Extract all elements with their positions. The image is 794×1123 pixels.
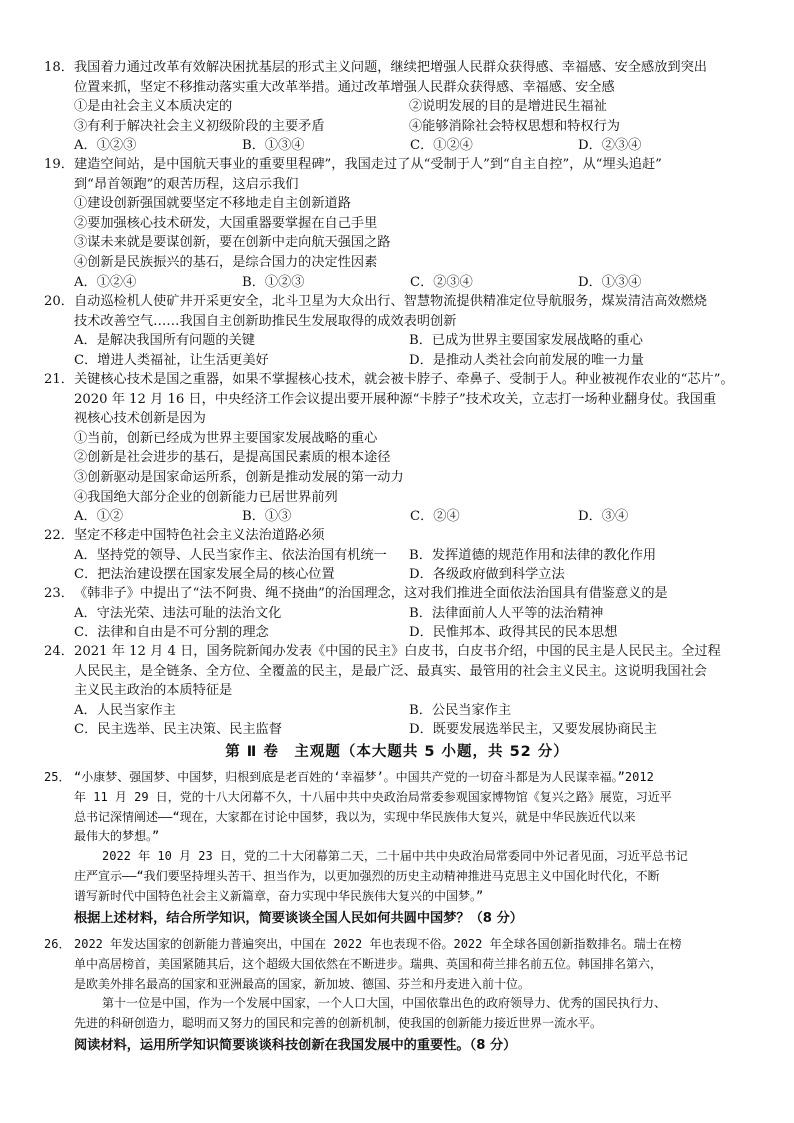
question-number: 19．	[44, 157, 74, 172]
question-stem-line: 建造空间站，是中国航天事业的重要里程碑”，我国走过了从“受制于人”到“自主自控”，从“埋头追赶”	[74, 157, 662, 172]
question-20	[44, 292, 774, 370]
material-line: 最伟大的梦想。”	[74, 829, 160, 844]
option-d: D．是推动人类社会向前发展的唯一力量	[409, 352, 644, 368]
statement: ④创新是民族振兴的基石，是综合国力的决定性因素	[74, 254, 378, 270]
option-c: C．②④	[410, 509, 460, 525]
question-task: 阅读材料，运用所学知识简要谈谈科技创新在我国发展中的重要性。（8 分）	[74, 1037, 517, 1053]
material-line: 单中高居榜首，美国紧随其后，这个超级大国依然在不断进步。瑞典、英国和荷兰排名前五位。韩国排名第六，	[74, 956, 663, 971]
material-line: 总书记深情阐述——“现在，大家都在讨论中国梦，我以为，实现中华民族伟大复兴，就是中华民族近代以来	[74, 809, 636, 824]
statement: ③谋未来就是要谋创新，要在创新中走向航天强国之路	[74, 235, 391, 251]
question-stem-line: 我国着力通过改革有效解决困扰基层的形式主义问题，继续把增强人民群众获得感、幸福感、安全感放到突出	[74, 60, 707, 75]
statement: ④能够消除社会特权思想和特权行为	[409, 118, 620, 134]
material-line: “小康梦、强国梦、中国梦，归根到底是老百姓的‘幸福梦’。中国共产党的一切奋斗都是为人民谋幸福。”2012	[74, 770, 654, 784]
statement: ②要加强核心技术研发，大国重器要掌握在自己手里	[74, 215, 378, 231]
question-stem-line: 位置来抓，坚定不移推动落实重大改革举措。通过改革增强人民群众获得感、幸福感、安全感	[74, 79, 615, 95]
statement: ①当前，创新已经成为世界主要国家发展战略的重心	[74, 430, 378, 446]
material-line: 谱写新时代中国特色社会主义新篇章，奋力实现中华民族伟大复兴的中国梦。”	[74, 888, 484, 903]
material-line: 先进的科研创造力，聪明而又努力的国民和完善的创新机制，使我国的创新能力接近世界一流水平。	[74, 1016, 603, 1031]
question-stem-line: 坚定不移走中国特色社会主义法治道路必须	[74, 528, 325, 543]
section-title: 第 Ⅱ 卷 主观题（本大题共 5 小题，共 52 分）	[225, 744, 569, 760]
option-b: B．①②③	[242, 274, 305, 290]
option-a: A．①②③	[74, 138, 137, 154]
option-d: D．②③④	[578, 138, 642, 154]
question-stem-line: 视核心技术创新是因为	[74, 411, 206, 427]
question-number: 22．	[44, 528, 74, 543]
option-c: C．法律和自由是不可分割的理念	[74, 625, 269, 641]
option-a: A．守法光荣、违法可耻的法治文化	[74, 605, 282, 621]
question-number: 26．	[44, 937, 71, 951]
material-line: 第十一位是中国，作为一个发展中国家，一个人口大国，中国依靠出色的政府领导力、优秀的国民执行力、	[102, 996, 667, 1011]
question-stem-line: 主义民主政治的本质特征是	[74, 683, 233, 699]
material-line: 是欧美外排名最高的国家和亚洲最高的国家，新加坡、德国、芬兰和丹麦进入前十位。	[74, 976, 531, 991]
option-d: D．既要发展选举民主，又要发展协商民主	[409, 722, 657, 738]
option-a: A．人民当家作主	[74, 702, 176, 718]
option-a: A．坚持党的领导、人民当家作主、依法治国有机统一	[74, 547, 387, 563]
question-number: 18．	[44, 60, 74, 75]
question-number: 25．	[44, 770, 71, 784]
question-18	[44, 58, 774, 156]
option-d: D．民惟邦本、政得其民的民本思想	[409, 625, 618, 641]
question-stem-line: 《韩非子》中提出了“法不阿贵、绳不挠曲”的治国理念，这对我们推进全面依法治国具有借鉴意义的是	[74, 586, 668, 601]
option-b: B．发挥道德的规范作用和法律的教化作用	[409, 547, 657, 563]
option-a: A．①②	[74, 509, 124, 525]
statement: ③有利于解决社会主义初级阶段的主要矛盾	[74, 118, 325, 134]
question-stem-line: 自动巡检机人使矿井开采更安全，北斗卫星为大众出行、智慧物流提供精准定位导航服务，煤炭清洁高效燃烧	[74, 294, 707, 309]
material-line: 年 11 月 29 日，党的十八大闭幕不久，十八届中共中央政治局常委参观国家博物馆《复兴之路》展览，习近平	[74, 789, 672, 804]
statement: ③创新驱动是国家命运所系，创新是推动发展的第一动力	[74, 469, 404, 485]
option-c: C．②③④	[410, 274, 473, 290]
statement: ①建设创新强国就要坚定不移地走自主创新道路	[74, 196, 351, 212]
statement: ④我国绝大部分企业的创新能力已居世界前列	[74, 489, 338, 505]
option-d: D．①③④	[578, 274, 642, 290]
option-b: B．①③	[242, 509, 292, 525]
option-c: C．民主选举、民主决策、民主监督	[74, 722, 282, 738]
question-stem-line: 2021 年 12 月 4 日，国务院新闻办发表《中国的民主》白皮书，白皮书介绍，中国的民主是人民民主。全过程	[74, 644, 721, 659]
question-number: 20．	[44, 294, 74, 309]
question-19	[44, 155, 774, 292]
question-stem-line: 人民民主，是全链条、全方位、全覆盖的民主，是最广泛、最真实、最管用的社会主义民主。这说明我国社会	[74, 663, 707, 679]
option-d: D．各级政府做到科学立法	[409, 567, 565, 583]
material-line: 2022 年发达国家的创新能力普遍突出，中国在 2022 年也表现不俗。2022 年全球各国创新指数排名。瑞士在榜	[74, 937, 682, 951]
question-number: 21．	[44, 372, 74, 387]
question-21	[44, 370, 774, 527]
option-c: C．①②④	[410, 138, 473, 154]
option-c: C．把法治建设摆在国家发展全局的核心位置	[74, 567, 335, 583]
question-22	[44, 526, 774, 585]
material-line: 2022 年 10 月 23 日，党的二十大闭幕第二天，二十届中共中央政治局常委同中外记者见面，习近平总书记	[102, 849, 688, 864]
statement: ②创新是社会进步的基石，是提高国民素质的根本途径	[74, 450, 391, 466]
option-b: B．法律面前人人平等的法治精神	[409, 605, 604, 621]
question-task: 根据上述材料，结合所学知识，简要谈谈全国人民如何共圆中国梦？（8 分）	[74, 910, 523, 926]
question-25	[44, 768, 774, 928]
question-24	[44, 642, 774, 740]
question-stem-line: 到“昂首领跑”的艰苦历程，这启示我们	[74, 176, 299, 192]
option-b: B．①③④	[242, 138, 305, 154]
option-a: A．是解决我国所有问题的关键	[74, 333, 255, 349]
question-number: 23．	[44, 586, 74, 601]
option-c: C．增进人类福祉，让生活更美好	[74, 352, 269, 368]
statement: ②说明发展的目的是增进民生福祉	[409, 99, 607, 115]
option-b: B．已成为世界主要国家发展战略的重心	[409, 333, 643, 349]
question-stem-line: 关键核心技术是国之重器，如果不掌握核心技术，就会被卡脖子、牵鼻子、受制于人。种业被视作农业的“芯片”。	[74, 372, 734, 387]
option-b: B．公民当家作主	[409, 702, 512, 718]
question-23	[44, 584, 774, 643]
question-number: 24．	[44, 644, 74, 659]
question-stem-line: 技术改善空气……我国自主创新助推民生发展取得的成效表明创新	[74, 313, 457, 329]
question-stem-line: 2020 年 12 月 16 日，中央经济工作会议提出要开展种源“卡脖子”技术攻关，立志打一场种业翻身仗。我国重	[74, 391, 717, 407]
option-d: D．③④	[578, 509, 629, 525]
option-a: A．①②④	[74, 274, 137, 290]
material-line: 庄严宣示——“我们要坚持埋头苦干、担当作为，以更加强烈的历史主动精神推进马克思主义中国化时代化，不断	[74, 868, 660, 883]
question-26	[44, 935, 774, 1056]
statement: ①是由社会主义本质决定的	[74, 99, 233, 115]
